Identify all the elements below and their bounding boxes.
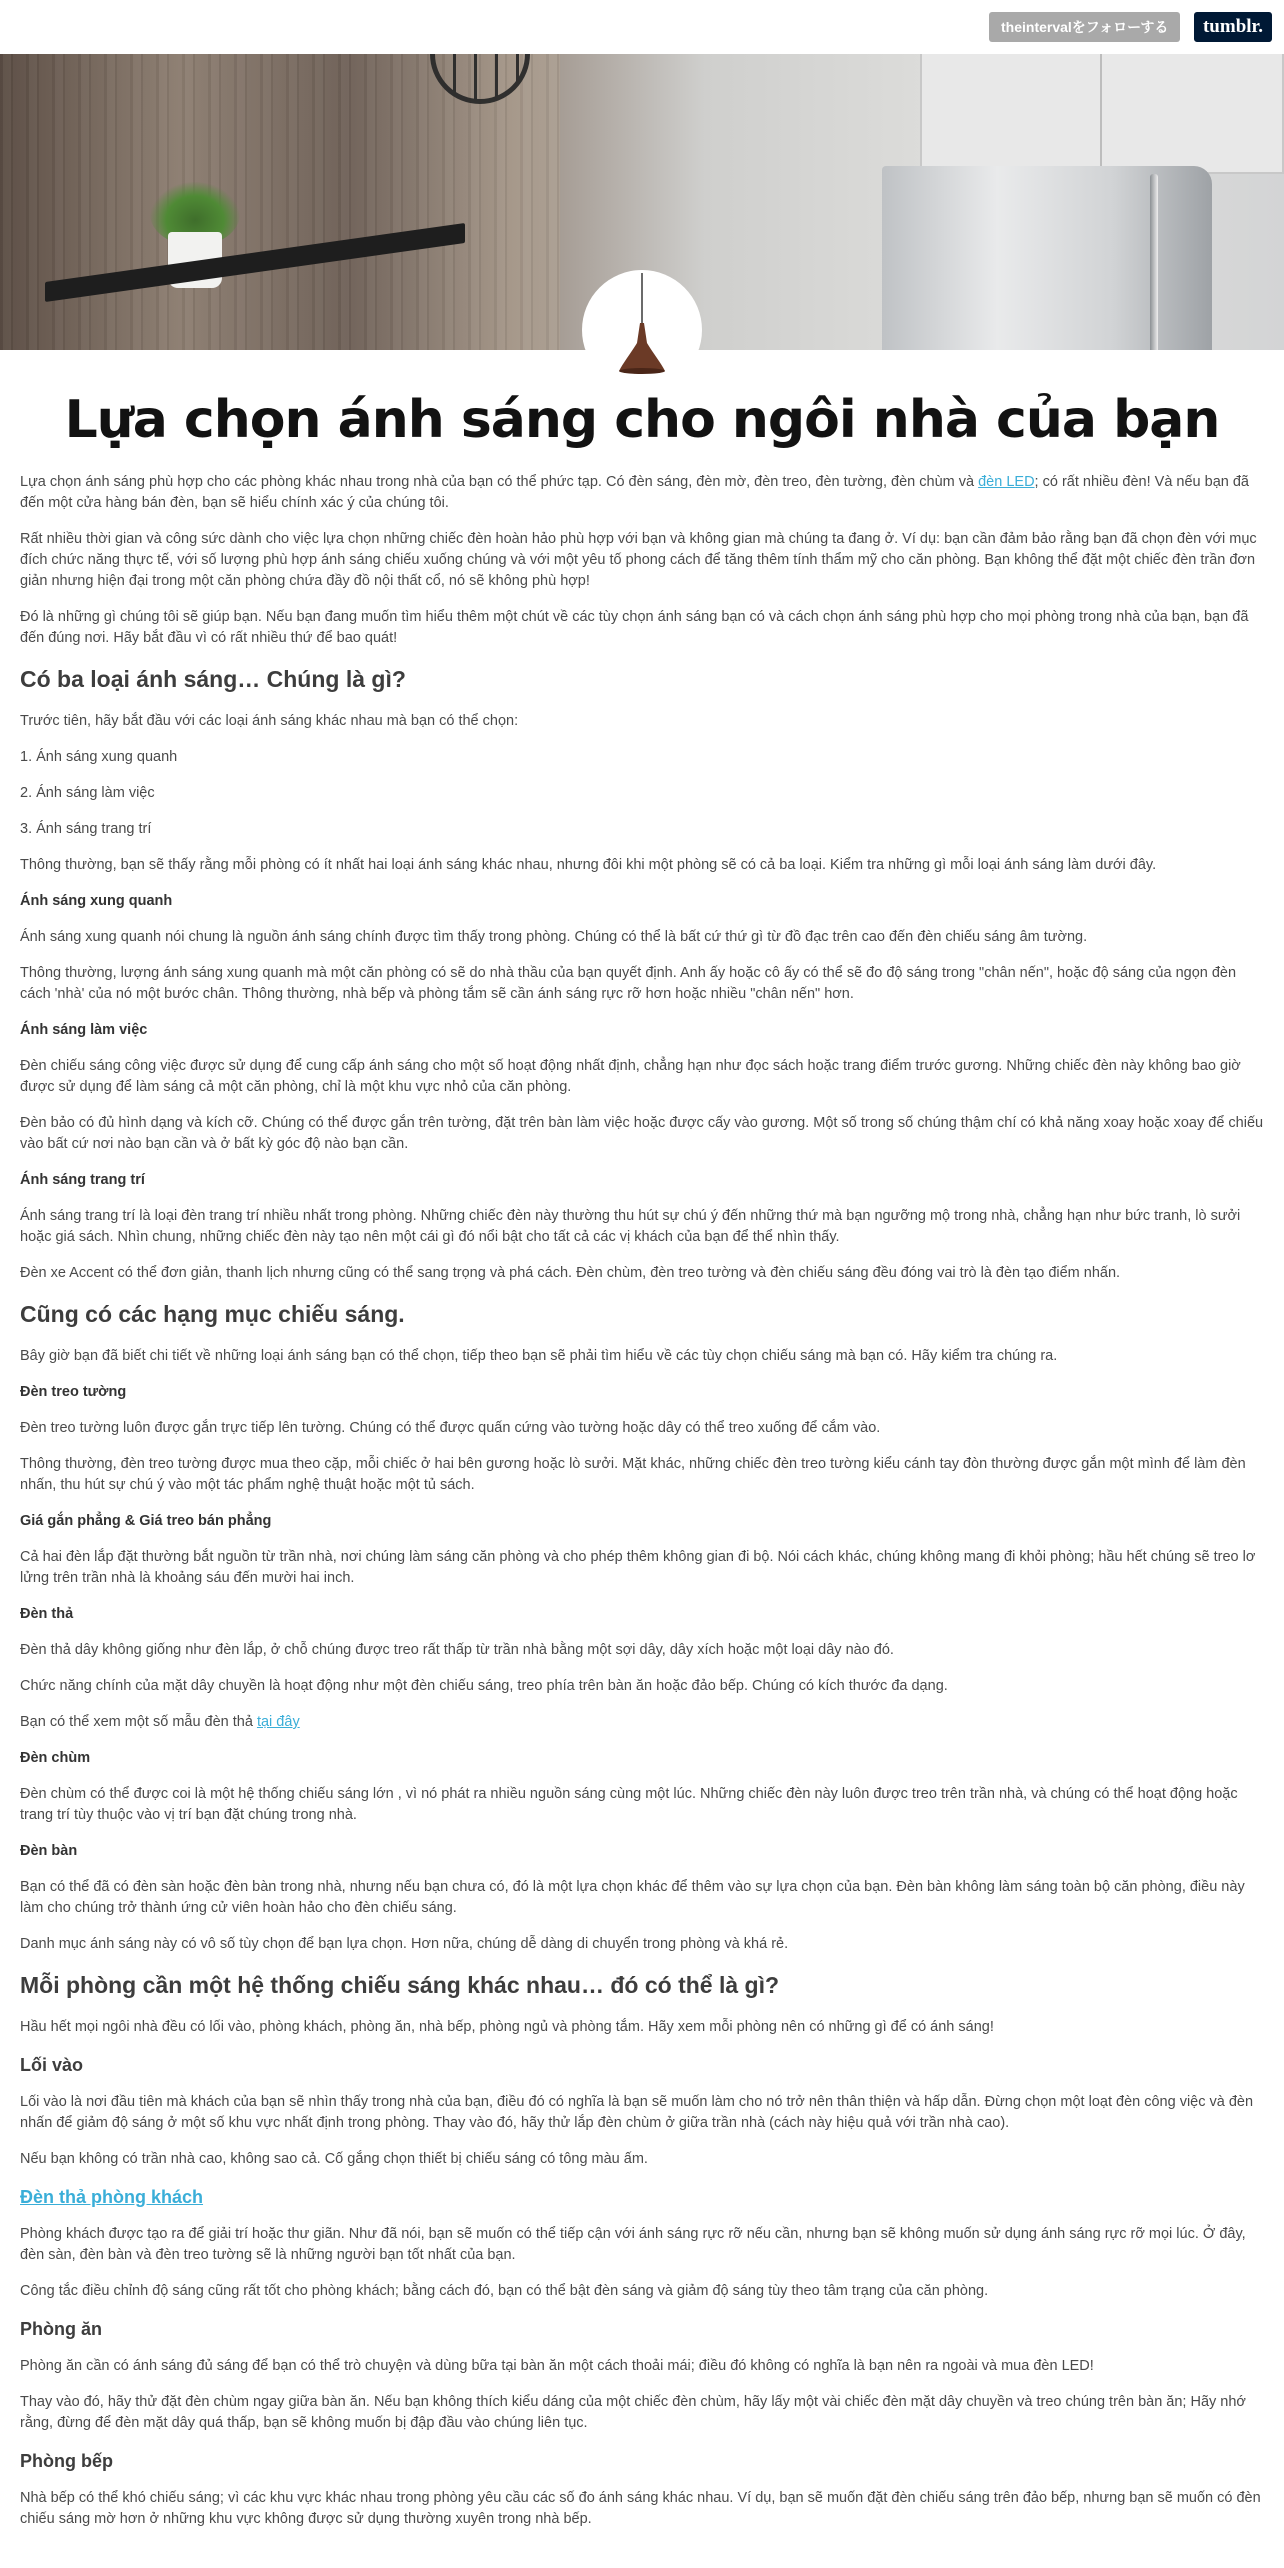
list-item: 1. Ánh sáng xung quanh (20, 749, 178, 765)
paragraph: Hầu hết mọi ngôi nhà đều có lối vào, phòng khách, phòng ăn, nhà bếp, phòng ngủ và phòng tắm. Hãy xem mỗi phòng nên có những gì để có ánh sáng! (20, 2019, 994, 2035)
section-heading: Có ba loại ánh sáng… Chúng là gì? (20, 666, 406, 692)
follow-button[interactable]: theintervalをフォローする (989, 12, 1180, 42)
refrigerator (882, 166, 1212, 350)
paragraph: Đèn bảo có đủ hình dạng và kích cỡ. Chúng có thể được gắn trên tường, đặt trên bàn làm việc hoặc được cấy vào gương. Một số trong số chúng thậm chí có khả năng xoay hoặc xoay để chiếu vào bất cứ nơi nào bạn cần và ở bất kỳ góc độ nào bạn cần. (20, 1115, 1264, 1152)
paragraph: Nếu bạn không có trần nhà cao, không sao cả. Cố gắng chọn thiết bị chiếu sáng có tông màu ấm. (20, 2151, 648, 2167)
room-heading (20, 2185, 1264, 2209)
paragraph: Thông thường, lượng ánh sáng xung quanh mà một căn phòng có sẽ do nhà thầu của bạn quyết định. Anh ấy hoặc cô ấy có thể sẽ đo độ sáng trong "chân nến", hoặc độ sáng của ngọn đèn cách 'nhà' của nó một bước chân. Thông thường, nhà bếp và phòng tắm sẽ cần ánh sáng rực rỡ hơn hoặc nhiều "chân nến" hơn. (20, 965, 1237, 1002)
subheading: Đèn bàn (20, 1843, 78, 1859)
post-title: Lựa chọn ánh sáng cho ngôi nhà của bạn (64, 390, 1220, 450)
paragraph: Ánh sáng trang trí là loại đèn trang trí nhiều nhất trong phòng. Những chiếc đèn này thường thu hút sự chú ý đến những thứ mà bạn ngưỡng mộ trong nhà, chẳng hạn như bức tranh, lò sưởi hoặc giá sách. Nhìn chung, những chiếc đèn này tạo nên một cái gì đó nổi bật cho tất cả các vị khách của bạn để thể nhìn thấy. (20, 1208, 1241, 1245)
paragraph: Đèn xe Accent có thể đơn giản, thanh lịch nhưng cũng có thể sang trọng và phá cách. Đèn chùm, đèn treo tường và đèn chiếu sáng đều đóng vai trò là đèn tạo điểm nhấn. (20, 1265, 1121, 1281)
blog-avatar[interactable] (585, 273, 699, 387)
paragraph: Danh mục ánh sáng này có vô số tùy chọn để bạn lựa chọn. Hơn nữa, chúng dễ dàng di chuyển trong phòng và khá rẻ. (20, 1936, 789, 1952)
paragraph: Công tắc điều chỉnh độ sáng cũng rất tốt cho phòng khách; bằng cách đó, bạn có thể bật đèn sáng và giảm độ sáng tùy theo tâm trạng của căn phòng. (20, 2283, 989, 2299)
pendant-samples-link[interactable]: tại đây (256, 1714, 300, 1730)
top-bar (0, 0, 1284, 54)
pendant-lamp-icon (585, 273, 699, 387)
paragraph: Đèn treo tường luôn được gắn trực tiếp lên tường. Chúng có thể được quấn cứng vào tường hoặc dây có thể treo xuống để cắm vào. (20, 1420, 881, 1436)
subheading: Ánh sáng làm việc (20, 1022, 148, 1038)
paragraph: Đèn thả dây không giống như đèn lắp, ở chỗ chúng được treo rất thấp từ trần nhà bằng một sợi dây, dây xích hoặc một loại dây nào đó. (20, 1642, 894, 1658)
paragraph: Cả hai đèn lắp đặt thường bắt nguồn từ trần nhà, nơi chúng làm sáng căn phòng và cho phép thêm không gian đi bộ. Nói cách khác, chúng không mang đi khỏi phòng; hầu hết chúng sẽ treo lơ lửng trên trần nhà là khoảng sáu đến mười hai inch. (20, 1549, 1256, 1586)
subheading: Đèn chùm (20, 1750, 91, 1766)
room-heading: Lối vào (20, 2055, 84, 2075)
paragraph (20, 472, 1264, 514)
subheading: Giá gắn phẳng & Giá treo bán phẳng (20, 1513, 272, 1529)
cabinet-divider (1100, 54, 1102, 174)
paragraph: Nhà bếp có thể khó chiếu sáng; vì các khu vực khác nhau trong phòng yêu cầu các số đo ánh sáng khác nhau. Ví dụ, bạn sẽ muốn đặt đèn chiếu sáng trên đảo bếp, nhưng bạn sẽ muốn có đèn chiếu sáng mờ hơn ở những khu vực không được sử dụng thường xuyên trong nhà bếp. (20, 2490, 1261, 2527)
subheading: Đèn treo tường (20, 1384, 127, 1400)
refrigerator-handle (1150, 174, 1158, 350)
paragraph: Thay vào đó, hãy thử đặt đèn chùm ngay giữa bàn ăn. Nếu bạn không thích kiểu dáng của một chiếc đèn chùm, hãy lấy một vài chiếc đèn mặt dây chuyền và treo chúng trên bàn ăn; Hãy nhớ rằng, đừng để đèn mặt dây quá thấp, bạn sẽ không muốn bị đập đầu vào chúng liên tục. (20, 2394, 1246, 2431)
paragraph: Ánh sáng xung quanh nói chung là nguồn ánh sáng chính được tìm thấy trong phòng. Chúng có thể là bất cứ thứ gì từ đồ đạc trên cao đến đèn chiếu sáng âm tường. (20, 929, 1088, 945)
paragraph: Thông thường, bạn sẽ thấy rằng mỗi phòng có ít nhất hai loại ánh sáng khác nhau, nhưng đôi khi một phòng sẽ có cả ba loại. Kiểm tra những gì mỗi loại ánh sáng làm dưới đây. (20, 857, 1157, 873)
paragraph: Trước tiên, hãy bắt đầu với các loại ánh sáng khác nhau mà bạn có thể chọn: (20, 713, 519, 729)
paragraph: Thông thường, đèn treo tường được mua theo cặp, mỗi chiếc ở hai bên gương hoặc lò sưởi. Mặt khác, những chiếc đèn treo tường kiểu cánh tay đòn thường được gắn một mình để làm đèn nhấn, thu hút sự chú ý vào một tác phẩm nghệ thuật hoặc một tủ sách. (20, 1456, 1246, 1493)
paragraph: Rất nhiều thời gian và công sức dành cho việc lựa chọn những chiếc đèn hoàn hảo phù hợp với bạn và không gian mà chúng ta đang ở. Ví dụ: bạn cần đảm bảo rằng bạn đã chọn đèn với mục đích chức năng thực tế, với số lượng phù hợp ánh sáng chiếu xuống chúng và với một yêu tố phong cách để tăng thêm tính thẩm mỹ cho căn phòng. Bạn không thể đặt một chiếc đèn trần đơn giản nhưng hiện đại trong một căn phòng chứa đầy đồ nội thất cổ, nó sẽ không phù hợp! (20, 531, 1257, 589)
paragraph: Lối vào là nơi đầu tiên mà khách của bạn sẽ nhìn thấy trong nhà của bạn, điều đó có nghĩa là bạn sẽ muốn làm cho nó trở nên thân thiện và hấp dẫn. Đừng chọn một loạt đèn công việc và đèn nhấn để giảm độ sáng ở một số khu vực nhất định trong phòng. Thay vào đó, hãy thử lắp đèn chùm ở giữa trần nhà (cách này hiệu quả với trần nhà cao). (20, 2094, 1254, 2131)
wall-cabinet (920, 54, 1284, 174)
room-heading: Phòng ăn (20, 2319, 102, 2339)
room-heading: Phòng bếp (20, 2451, 113, 2471)
paragraph: Đèn chiếu sáng công việc được sử dụng để cung cấp ánh sáng cho một số hoạt động nhất định, chẳng hạn như đọc sách hoặc trang điểm trước gương. Những chiếc đèn này không bao giờ được sử dụng để làm sáng cả một căn phòng, chỉ là một khu vực nhỏ của căn phòng. (20, 1058, 1241, 1095)
list-item: 2. Ánh sáng làm việc (20, 785, 155, 801)
paragraph-text: ; có rất nhiều đèn! Và nếu bạn đã đến một cửa hàng bán đèn, bạn sẽ hiểu chính xác ý của chúng tôi. (20, 474, 1249, 511)
paragraph-text: Lựa chọn ánh sáng phù hợp cho các phòng khác nhau trong nhà của bạn có thể phức tạp. Có đèn sáng, đèn mờ, đèn treo, đèn tường, đèn chùm và (20, 474, 979, 490)
paragraph: Đó là những gì chúng tôi sẽ giúp bạn. Nếu bạn đang muốn tìm hiểu thêm một chút về các tùy chọn ánh sáng bạn có và cách chọn ánh sáng phù hợp cho mọi phòng trong nhà của bạn, bạn đã đến đúng nơi. Hãy bắt đầu vì có rất nhiều thứ để bao quát! (20, 609, 1249, 646)
paragraph: Đèn chùm có thể được coi là một hệ thống chiếu sáng lớn , vì nó phát ra nhiều nguồn sáng cùng một lúc. Những chiếc đèn này luôn được treo trên trần nhà, và chúng có thể hoạt động hoặc trang trí tùy thuộc vào vị trí bạn đặt chúng trong nhà. (20, 1786, 1238, 1823)
paragraph-text: Bạn có thể xem một số mẫu đèn thả (20, 1714, 257, 1730)
list-item: 3. Ánh sáng trang trí (20, 821, 152, 837)
paragraph: Bạn có thể đã có đèn sàn hoặc đèn bàn trong nhà, nhưng nếu bạn chưa có, đó là một lựa chọn khác để thêm vào sự lựa chọn của bạn. Đèn bàn không làm sáng toàn bộ căn phòng, điều này làm cho chúng trở thành ứng cử viên hoàn hảo cho đèn chiếu sáng. (20, 1879, 1245, 1916)
paragraph: Phòng khách được tạo ra để giải trí hoặc thư giãn. Như đã nói, bạn sẽ muốn có thể tiếp cận với ánh sáng rực rỡ nếu cần, nhưng bạn sẽ không muốn sử dụng ánh sáng rực rỡ mọi lúc. Ở đây, đèn sàn, đèn bàn và đèn treo tường sẽ là những người bạn tốt nhất của bạn. (20, 2226, 1246, 2263)
paragraph: Chức năng chính của mặt dây chuyền là hoạt động như một đèn chiếu sáng, treo phía trên bàn ăn hoặc đảo bếp. Chúng có kích thước đa dạng. (20, 1678, 948, 1694)
subheading: Ánh sáng xung quanh (20, 893, 173, 909)
subheading: Ánh sáng trang trí (20, 1172, 145, 1188)
section-heading: Mỗi phòng cần một hệ thống chiếu sáng khác nhau… đó có thể là gì? (20, 1972, 780, 1998)
led-light-link[interactable]: đèn LED (978, 474, 1035, 490)
subheading: Đèn thả (20, 1606, 74, 1622)
section-heading: Cũng có các hạng mục chiếu sáng. (20, 1301, 405, 1327)
paragraph: Phòng ăn cần có ánh sáng đủ sáng để bạn có thể trò chuyện và dùng bữa tại bàn ăn một cách thoải mái; điều đó không có nghĩa là bạn nên ra ngoài và mua đèn LED! (20, 2358, 1094, 2374)
paragraph: Bây giờ bạn đã biết chi tiết về những loại ánh sáng bạn có thể chọn, tiếp theo bạn sẽ phải tìm hiểu về các tùy chọn chiếu sáng mà bạn có. Hãy kiểm tra chúng ra. (20, 1348, 1058, 1364)
paragraph (20, 1712, 1264, 1733)
post-body (20, 472, 1264, 2545)
tumblr-logo-button[interactable]: tumblr. (1194, 12, 1272, 42)
living-room-pendant-link[interactable]: Đèn thả phòng khách (20, 2187, 204, 2207)
